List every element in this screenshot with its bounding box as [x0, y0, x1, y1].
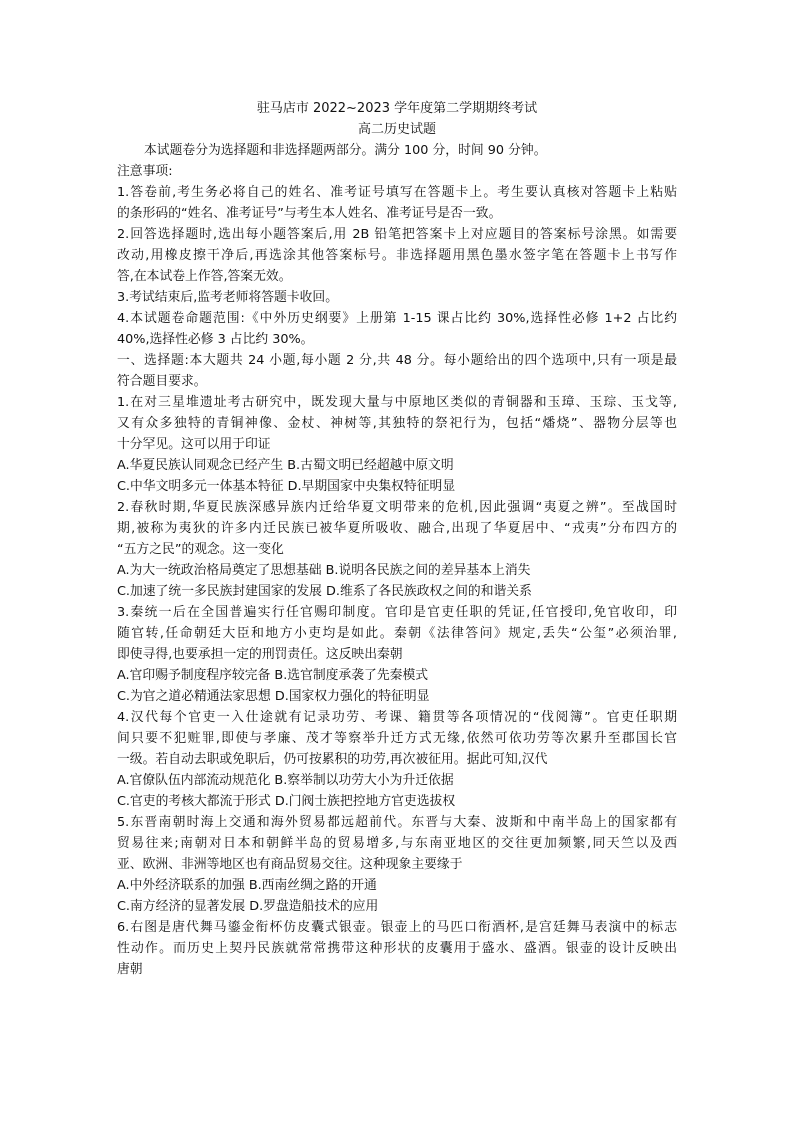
section-heading: 符合题目要求。 [117, 374, 207, 389]
answer-options: A.为大一统政治格局奠定了思想基础 B.说明各民族之间的差异基本上消失 [117, 563, 531, 578]
notice-line: 答,在本试卷上作答,答案无效。 [117, 269, 292, 284]
answer-options: C.为官之道必精通法家思想 D.国家权力强化的特征明显 [117, 689, 430, 704]
question-text: 1.在对三星堆遗址考古研究中，既发现大量与中原地区类似的青铜器和玉璋、玉琮、玉戈等, [117, 395, 677, 410]
exam-intro: 本试题卷分为选择题和非选择题两部分。满分 100 分，时间 90 分钟。 [144, 143, 547, 158]
question-text: 又有众多独特的青铜神像、金杖、神树等,其独特的祭祀行为，包括“燔烧”、器物分层等也 [117, 416, 677, 431]
question-text: 间只要不犯赃罪,即使与孝廉、茂才等察举升迁方式无缘,依然可依功劳等次累升至郡国长官 [117, 731, 677, 746]
question-text: 2.春秋时期,华夏民族深感异族内迁给华夏文明带来的危机,因此强调“夷夏之辨”。至战国时 [117, 500, 677, 515]
notice-line: 40%,选择性必修 3 占比约 30%。 [117, 332, 314, 347]
question-text: 十分罕见。这可以用于印证 [117, 437, 271, 452]
notice-line: 2.回答选择题时,选出每小题答案后,用 2B 铅笔把答案卡上对应题目的答案标号涂黑。如需要 [117, 227, 677, 242]
question-text: 唐朝 [117, 962, 143, 977]
notice-line: 4.本试题卷命题范围:《中外历史纲要》上册第 1-15 课占比约 30%,选择性必修 1+2 占比约 [117, 311, 677, 326]
notice-line: 的条形码的“姓名、准考证号”与考生本人姓名、准考证号是否一致。 [117, 206, 502, 221]
answer-options: C.官吏的考核大都流于形式 D.门阀士族把控地方官吏选拔权 [117, 794, 456, 809]
notice-line: 改动,用橡皮擦干净后,再选涂其他答案标号。非选择题用黑色墨水签字笔在答题卡上书写作 [117, 248, 677, 263]
question-text: 亚、欧洲、非洲等地区也有商品贸易交往。这种现象主要缘于 [117, 857, 463, 872]
answer-options: C.加速了统一多民族封建国家的发展 D.维系了各民族政权之间的和谐关系 [117, 584, 532, 599]
question-text: “五方之民”的观念。这一变化 [117, 542, 284, 557]
question-text: 即使寻得,也要承担一定的刑罚责任。这反映出秦朝 [117, 647, 403, 662]
answer-options: C.中华文明多元一体基本特征 D.早期国家中央集权特征明显 [117, 479, 456, 494]
question-text: 性动作。而历史上契丹民族就常常携带这种形状的皮囊用于盛水、盛酒。银壶的设计反映出 [117, 941, 677, 956]
exam-subtitle: 高二历史试题 [357, 122, 436, 137]
question-text: 3.秦统一后在全国普遍实行任官赐印制度。官印是官吏任职的凭证,任官授印,免官收印，印 [117, 605, 677, 620]
answer-options: A.官僚队伍内部流动规范化 B.察举制以功劳大小为升迁依据 [117, 773, 454, 788]
question-text: 6.右图是唐代舞马鎏金衔杯仿皮囊式银壶。银壶上的马匹口衔酒杯,是宫廷舞马表演中的标志 [117, 920, 677, 935]
answer-options: C.南方经济的显著发展 D.罗盘造船技术的应用 [117, 899, 379, 914]
answer-options: A.官印赐予制度程序较完备 B.选官制度承袭了先秦模式 [117, 668, 429, 683]
question-text: 5.东晋南朝时海上交通和海外贸易都远超前代。东晋与大秦、波斯和中南半岛上的国家都有 [117, 815, 677, 830]
answer-options: A.中外经济联系的加强 B.西南丝绸之路的开通 [117, 878, 377, 893]
notice-heading: 注意事项: [117, 164, 173, 179]
question-text: 期,被称为夷狄的许多内迁民族已被华夏所吸收、融合,出现了华夏居中、“戎夷”分布四方的 [117, 521, 677, 536]
section-heading: 一、选择题:本大题共 24 小题,每小题 2 分,共 48 分。每小题给出的四个选项中,只有一项是最 [117, 353, 677, 368]
answer-options: A.华夏民族认同观念已经产生 B.古蜀文明已经超越中原文明 [117, 458, 454, 473]
question-text: 4.汉代每个官吏一入仕途就有记录功劳、考课、籍贯等各项情况的“伐阅簿”。官吏任职期 [117, 710, 677, 725]
question-text: 贸易往来;南朝对日本和朝鲜半岛的贸易增多,与东南亚地区的交往更加频繁,同天竺以及西 [117, 836, 677, 851]
exam-title: 驻马店市 2022~2023 学年度第二学期期终考试 [256, 101, 538, 116]
notice-line: 3.考试结束后,监考老师将答题卡收回。 [117, 290, 339, 305]
question-text: 一级。若自动去职或免职后，仍可按累积的功劳,再次被征用。据此可知,汉代 [117, 752, 548, 767]
question-text: 随官转,任命朝廷大臣和地方小吏均是如此。秦朝《法律答问》规定,丢失“公玺”必须治罪, [117, 626, 677, 641]
notice-line: 1.答卷前,考生务必将自己的姓名、准考证号填写在答题卡上。考生要认真核对答题卡上粘贴 [117, 185, 677, 200]
